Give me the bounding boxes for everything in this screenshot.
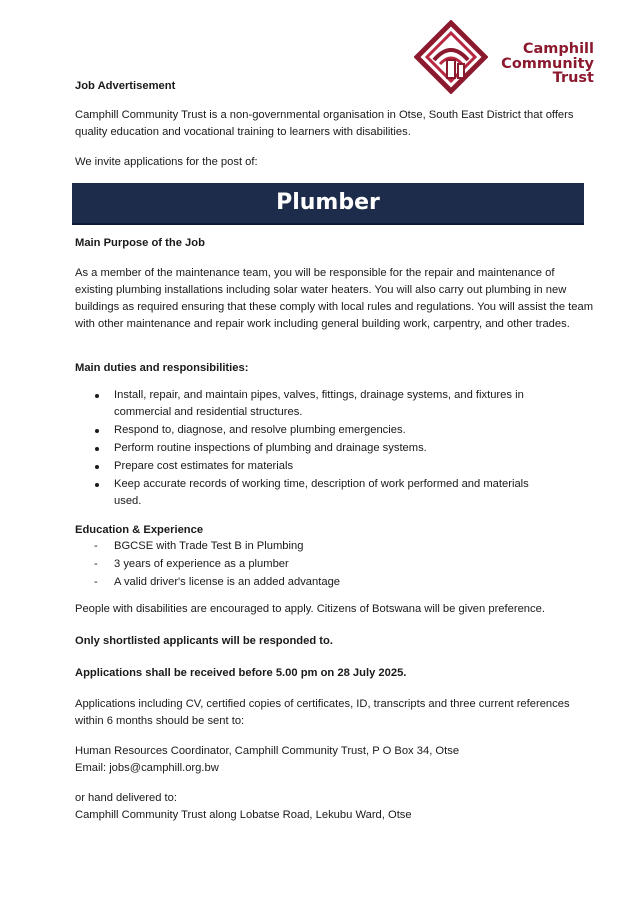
list-item: - BGCSE with Trade Test B in Plumbing — [75, 538, 555, 555]
job-title: Plumber — [276, 190, 380, 215]
deadline-note: Applications shall be received before 5.00 pm on 28 July 2025. — [75, 667, 407, 679]
shortlisted-note: Only shortlisted applicants will be responded to. — [75, 635, 333, 647]
invite-text: We invite applications for the post of: — [75, 156, 258, 168]
physical-location: Camphill Community Trust along Lobatse Road, Lekubu Ward, Otse — [75, 809, 412, 821]
duties-list — [75, 387, 555, 511]
list-item: Respond to, diagnose, and resolve plumbing emergencies. — [75, 422, 555, 439]
education-list — [75, 538, 555, 592]
list-item: Prepare cost estimates for materials — [75, 458, 555, 475]
logo-line-3: Trust — [552, 70, 594, 86]
list-item: Keep accurate records of working time, description of work performed and materials used. — [75, 476, 555, 510]
education-heading: Education & Experience — [75, 524, 204, 536]
logo-line-2: Community — [501, 55, 594, 72]
list-item: Install, repair, and maintain pipes, valves, fittings, drainage systems, and fixtures in commercial and residential structures. — [75, 387, 555, 421]
list-item: - A valid driver's license is an added advantage — [75, 574, 555, 591]
list-item: Perform routine inspections of plumbing and drainage systems. — [75, 440, 555, 457]
page-heading: Job Advertisement — [75, 80, 176, 92]
purpose-heading: Main Purpose of the Job — [75, 237, 205, 249]
list-item: - 3 years of experience as a plumber — [75, 556, 555, 573]
documents-paragraph: Applications including CV, certified copies of certificates, ID, transcripts and three current references within 6 months should be sent to: — [75, 698, 570, 727]
disabilities-note: People with disabilities are encouraged to apply. Citizens of Botswana will be given preference. — [75, 603, 545, 615]
hand-delivered-label: or hand delivered to: — [75, 792, 177, 804]
logo-line-1: Camphill — [522, 41, 594, 57]
contact-email: Email: jobs@camphill.org.bw — [75, 762, 219, 774]
purpose-paragraph: As a member of the maintenance team, you will be responsible for the repair and maintenance of existing plumbing installations including solar water heaters. You will also carry out plumbing in new buildings as required ensuring that these comply with local rules and regulations. You will assist the team with other maintenance and repair work including general building work, carpentry, and other trades. — [75, 267, 594, 330]
intro-paragraph: Camphill Community Trust is a non-governmental organisation in Otse, South East District that offers quality education and vocational training to learners with disabilities. — [75, 109, 574, 138]
postal-address: Human Resources Coordinator, Camphill Community Trust, P O Box 34, Otse — [75, 745, 460, 757]
job-title-banner — [72, 183, 584, 225]
duties-heading: Main duties and responsibilities: — [75, 362, 249, 374]
